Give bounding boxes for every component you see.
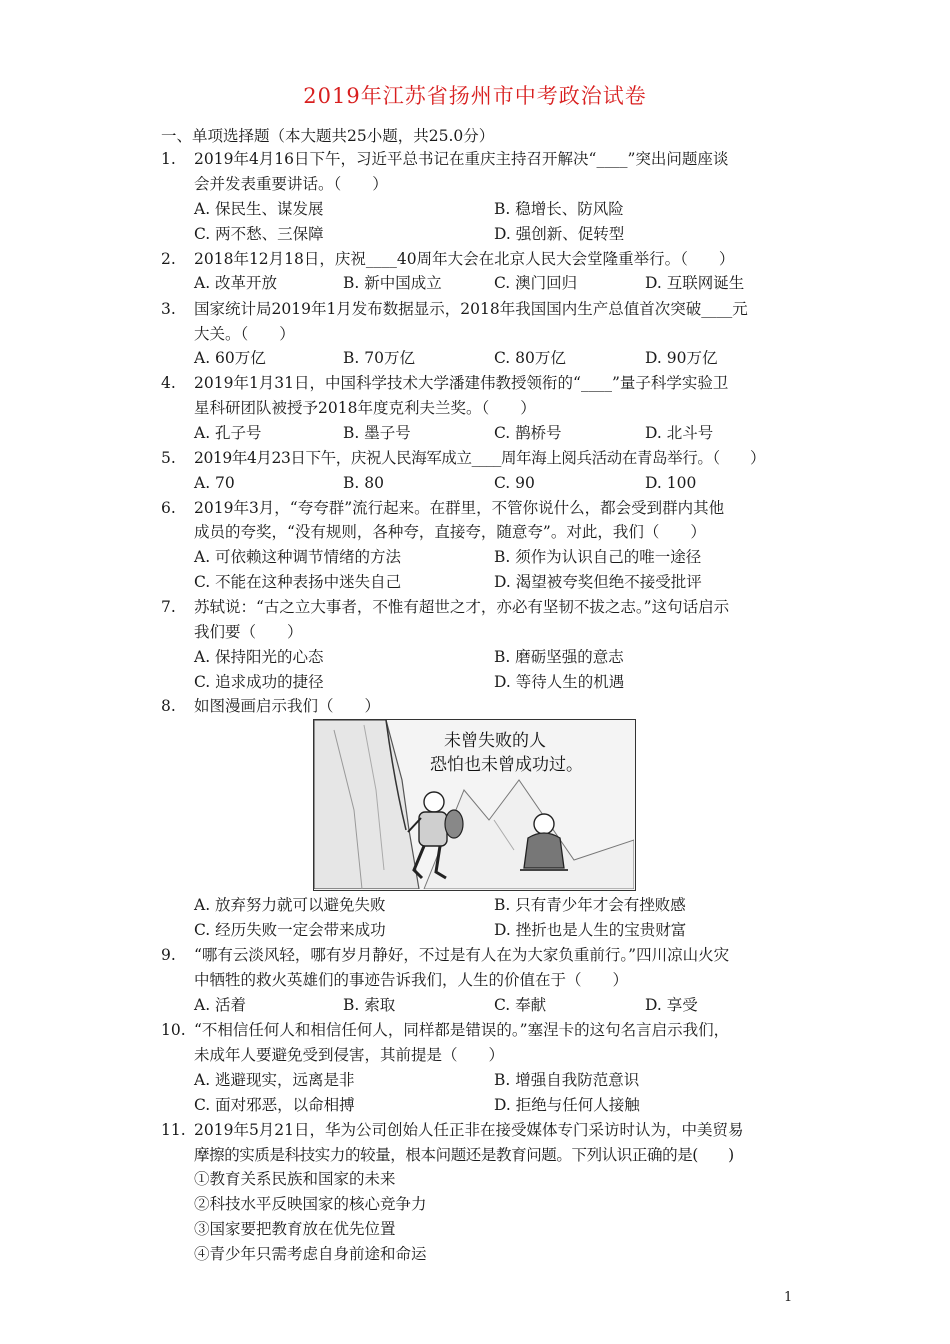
q6-option-d: D. 渴望被夸奖但绝不接受批评 bbox=[494, 573, 702, 591]
q4-stem-line1: 2019年1月31日，中国科学技术大学潘建伟教授领衔的“____”量子科学实验卫 bbox=[194, 374, 729, 392]
q6-option-c: C. 不能在这种表扬中迷失自己 bbox=[194, 573, 402, 591]
q9-option-a: A. 活着 bbox=[194, 996, 247, 1014]
q5-option-a: A. 70 bbox=[194, 474, 235, 492]
q1-number: 1. bbox=[161, 150, 176, 168]
q4-stem-line2: 星科研团队被授予2018年度克利夫兰奖。（ ） bbox=[194, 399, 536, 417]
q11-stem-line1: 2019年5月21日，华为公司创始人任正非在接受媒体专门采访时认为，中美贸易 bbox=[194, 1121, 744, 1139]
q4-option-b: B. 墨子号 bbox=[343, 424, 411, 442]
q10-option-a: A. 逃避现实，远离是非 bbox=[194, 1071, 355, 1089]
q7-stem-line2: 我们要（ ） bbox=[194, 623, 303, 641]
q3-option-b: B. 70万亿 bbox=[343, 349, 415, 367]
q11-statement-1: ①教育关系民族和国家的未来 bbox=[194, 1170, 396, 1188]
q1-stem-line2: 会并发表重要讲话。（ ） bbox=[194, 175, 388, 193]
q8-option-b: B. 只有青少年才会有挫败感 bbox=[494, 896, 686, 914]
q2-option-c: C. 澳门回归 bbox=[494, 274, 578, 292]
q10-number: 10. bbox=[161, 1021, 186, 1039]
q7-option-a: A. 保持阳光的心态 bbox=[194, 648, 324, 666]
q11-stem-line2: 摩擦的实质是科技实力的较量，根本问题还是教育问题。下列认识正确的是( ) bbox=[194, 1146, 734, 1164]
q4-option-d: D. 北斗号 bbox=[645, 424, 714, 442]
section-heading: 一、单项选择题（本大题共25小题，共25.0分） bbox=[161, 127, 495, 145]
q4-option-a: A. 孔子号 bbox=[194, 424, 262, 442]
q5-stem-line1: 2019年4月23日下午，庆祝人民海军成立____周年海上阅兵活动在青岛举行。（ ） bbox=[194, 449, 766, 467]
q9-option-b: B. 索取 bbox=[343, 996, 396, 1014]
q3-stem-line1: 国家统计局2019年1月发布数据显示，2018年我国国内生产总值首次突破____元 bbox=[194, 300, 748, 318]
q11-statement-2: ②科技水平反映国家的核心竞争力 bbox=[194, 1195, 427, 1213]
q4-number: 4. bbox=[161, 374, 176, 392]
q3-number: 3. bbox=[161, 300, 176, 318]
q2-option-b: B. 新中国成立 bbox=[343, 274, 442, 292]
q4-option-c: C. 鹊桥号 bbox=[494, 424, 562, 442]
q6-number: 6. bbox=[161, 499, 176, 517]
q5-option-c: C. 90 bbox=[494, 474, 535, 492]
q6-stem-line2: 成员的夸奖，“没有规则，各种夸，直接夸，随意夸”。对此，我们（ ） bbox=[194, 523, 706, 541]
q7-option-d: D. 等待人生的机遇 bbox=[494, 673, 625, 691]
q7-stem-line1: 苏轼说：“古之立大事者，不惟有超世之才，亦必有坚韧不拔之志。”这句话启示 bbox=[194, 598, 730, 616]
q2-option-d: D. 互联网诞生 bbox=[645, 274, 745, 292]
q11-statement-3: ③国家要把教育放在优先位置 bbox=[194, 1220, 396, 1238]
q5-number: 5. bbox=[161, 449, 176, 467]
q6-option-a: A. 可依赖这种调节情绪的方法 bbox=[194, 548, 402, 566]
q11-number: 11. bbox=[161, 1121, 186, 1139]
q1-option-d: D. 强创新、促转型 bbox=[494, 225, 625, 243]
q8-option-d: D. 挫折也是人生的宝贵财富 bbox=[494, 921, 687, 939]
q8-number: 8. bbox=[161, 697, 176, 715]
page-number: 1 bbox=[784, 1290, 793, 1305]
q6-option-b: B. 须作为认识自己的唯一途径 bbox=[494, 548, 702, 566]
q1-option-b: B. 稳增长、防风险 bbox=[494, 200, 624, 218]
q2-number: 2. bbox=[161, 250, 176, 268]
q10-option-c: C. 面对邪恶，以命相搏 bbox=[194, 1096, 355, 1114]
q3-stem-line2: 大关。（ ） bbox=[194, 325, 295, 343]
q3-option-c: C. 80万亿 bbox=[494, 349, 566, 367]
q7-number: 7. bbox=[161, 598, 176, 616]
q3-option-a: A. 60万亿 bbox=[194, 349, 266, 367]
q9-option-d: D. 享受 bbox=[645, 996, 698, 1014]
q2-option-a: A. 改革开放 bbox=[194, 274, 278, 292]
cartoon-caption-line2: 恐怕也未曾成功过。 bbox=[430, 755, 583, 775]
q8-option-a: A. 放弃努力就可以避免失败 bbox=[194, 896, 386, 914]
q10-option-b: B. 增强自我防范意识 bbox=[494, 1071, 640, 1089]
q1-option-a: A. 保民生、谋发展 bbox=[194, 200, 324, 218]
q6-stem-line1: 2019年3月，“夸夸群”流行起来。在群里，不管你说什么，都会受到群内其他 bbox=[194, 499, 725, 517]
q1-stem-line1: 2019年4月16日下午，习近平总书记在重庆主持召开解决“____”突出问题座谈 bbox=[194, 150, 729, 168]
q8-stem-line1: 如图漫画启示我们（ ） bbox=[194, 697, 381, 715]
q10-option-d: D. 拒绝与任何人接触 bbox=[494, 1096, 640, 1114]
q10-stem-line1: “不相信任何人和相信任何人，同样都是错误的。”塞涅卡的这句名言启示我们， bbox=[194, 1021, 730, 1039]
q9-stem-line1: “哪有云淡风轻，哪有岁月静好，不过是有人在为大家负重前行。”四川凉山火灾 bbox=[194, 946, 730, 964]
q9-option-c: C. 奉献 bbox=[494, 996, 547, 1014]
cartoon-caption-line1: 未曾失败的人 bbox=[444, 731, 546, 751]
q9-stem-line2: 中牺牲的救火英雄们的事迹告诉我们，人生的价值在于（ ） bbox=[194, 971, 629, 989]
q1-option-c: C. 两不愁、三保障 bbox=[194, 225, 324, 243]
q3-option-d: D. 90万亿 bbox=[645, 349, 718, 367]
q8-option-c: C. 经历失败一定会带来成功 bbox=[194, 921, 386, 939]
q10-stem-line2: 未成年人要避免受到侵害，其前提是（ ） bbox=[194, 1046, 505, 1064]
q11-statement-4: ④青少年只需考虑自身前途和命运 bbox=[194, 1245, 427, 1263]
q5-option-b: B. 80 bbox=[343, 474, 384, 492]
q7-option-b: B. 磨砺坚强的意志 bbox=[494, 648, 624, 666]
page-title: 2019年江苏省扬州市中考政治试卷 bbox=[303, 84, 647, 108]
q5-option-d: D. 100 bbox=[645, 474, 697, 492]
q9-number: 9. bbox=[161, 946, 176, 964]
q7-option-c: C. 追求成功的捷径 bbox=[194, 673, 324, 691]
q2-stem-line1: 2018年12月18日，庆祝____40周年大会在北京人民大会堂隆重举行。（ ） bbox=[194, 250, 735, 268]
cartoon-image bbox=[313, 719, 636, 891]
